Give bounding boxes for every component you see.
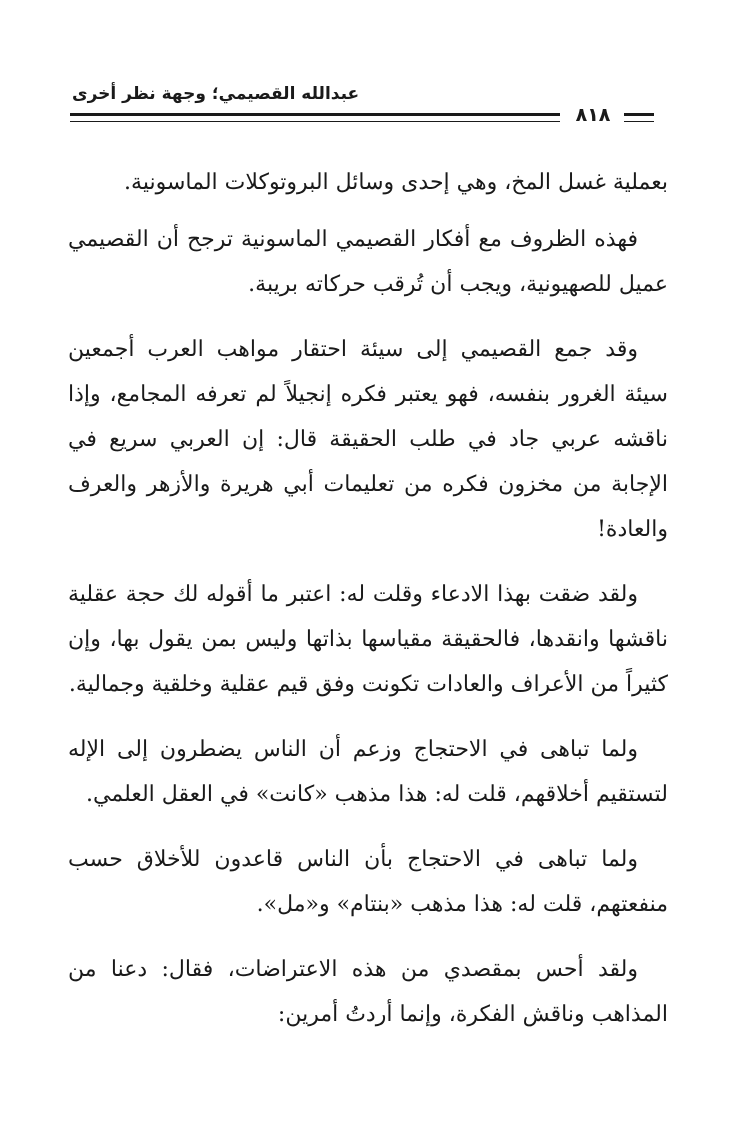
paragraph: ولقد ضقت بهذا الادعاء وقلت له: اعتبر ما أقوله لك حجة عقلية ناقشها وانقدها، فالحقيقة مقياسها بذاتها وليس بمن يقول بها، وإن كثيراً من الأعراف والعادات تكونت وفق قيم عقلية وخلقية وجمالية. [68, 582, 668, 697]
page-number: ٨١٨ [575, 104, 611, 126]
header-rule [70, 113, 560, 122]
running-title [0, 83, 736, 105]
body-text [68, 160, 668, 1057]
paragraph: فهذه الظروف مع أفكار القصيمي الماسونية ترجح أن القصيمي عميل للصهيونية، ويجب أن تُرقب حركاته بريبة. [68, 227, 668, 297]
paragraph: وقد جمع القصيمي إلى سيئة احتقار مواهب العرب أجمعين سيئة الغرور بنفسه، فهو يعتبر فكره إنجيلاً لم تعرفه المجامع، وإذا ناقشه عربي جاد في طلب الحقيقة قال: إن العربي سريع في الإجابة من مخزون فكره من تعليمات أبي هريرة والأزهر والعرف والعادة! [68, 337, 668, 542]
paragraph: ولما تباهى في الاحتجاج بأن الناس قاعدون للأخلاق حسب منفعتهم، قلت له: هذا مذهب «بنتام» و«مل». [68, 847, 668, 917]
paragraph-continuation: بعملية غسل المخ، وهي إحدى وسائل البروتوكلات الماسونية. [124, 170, 668, 195]
header-rule-short [624, 113, 654, 122]
paragraph: ولقد أحس بمقصدي من هذه الاعتراضات، فقال: دعنا من المذاهب وناقش الفكرة، وإنما أردتُ أمرين: [68, 957, 668, 1027]
running-title-text: عبدالله القصيمي؛ وجهة نظر أخرى [72, 84, 360, 104]
paragraph: ولما تباهى في الاحتجاج وزعم أن الناس يضطرون إلى الإله لتستقيم أخلاقهم، قلت له: هذا مذهب «كانت» في العقل العلمي. [68, 737, 668, 807]
